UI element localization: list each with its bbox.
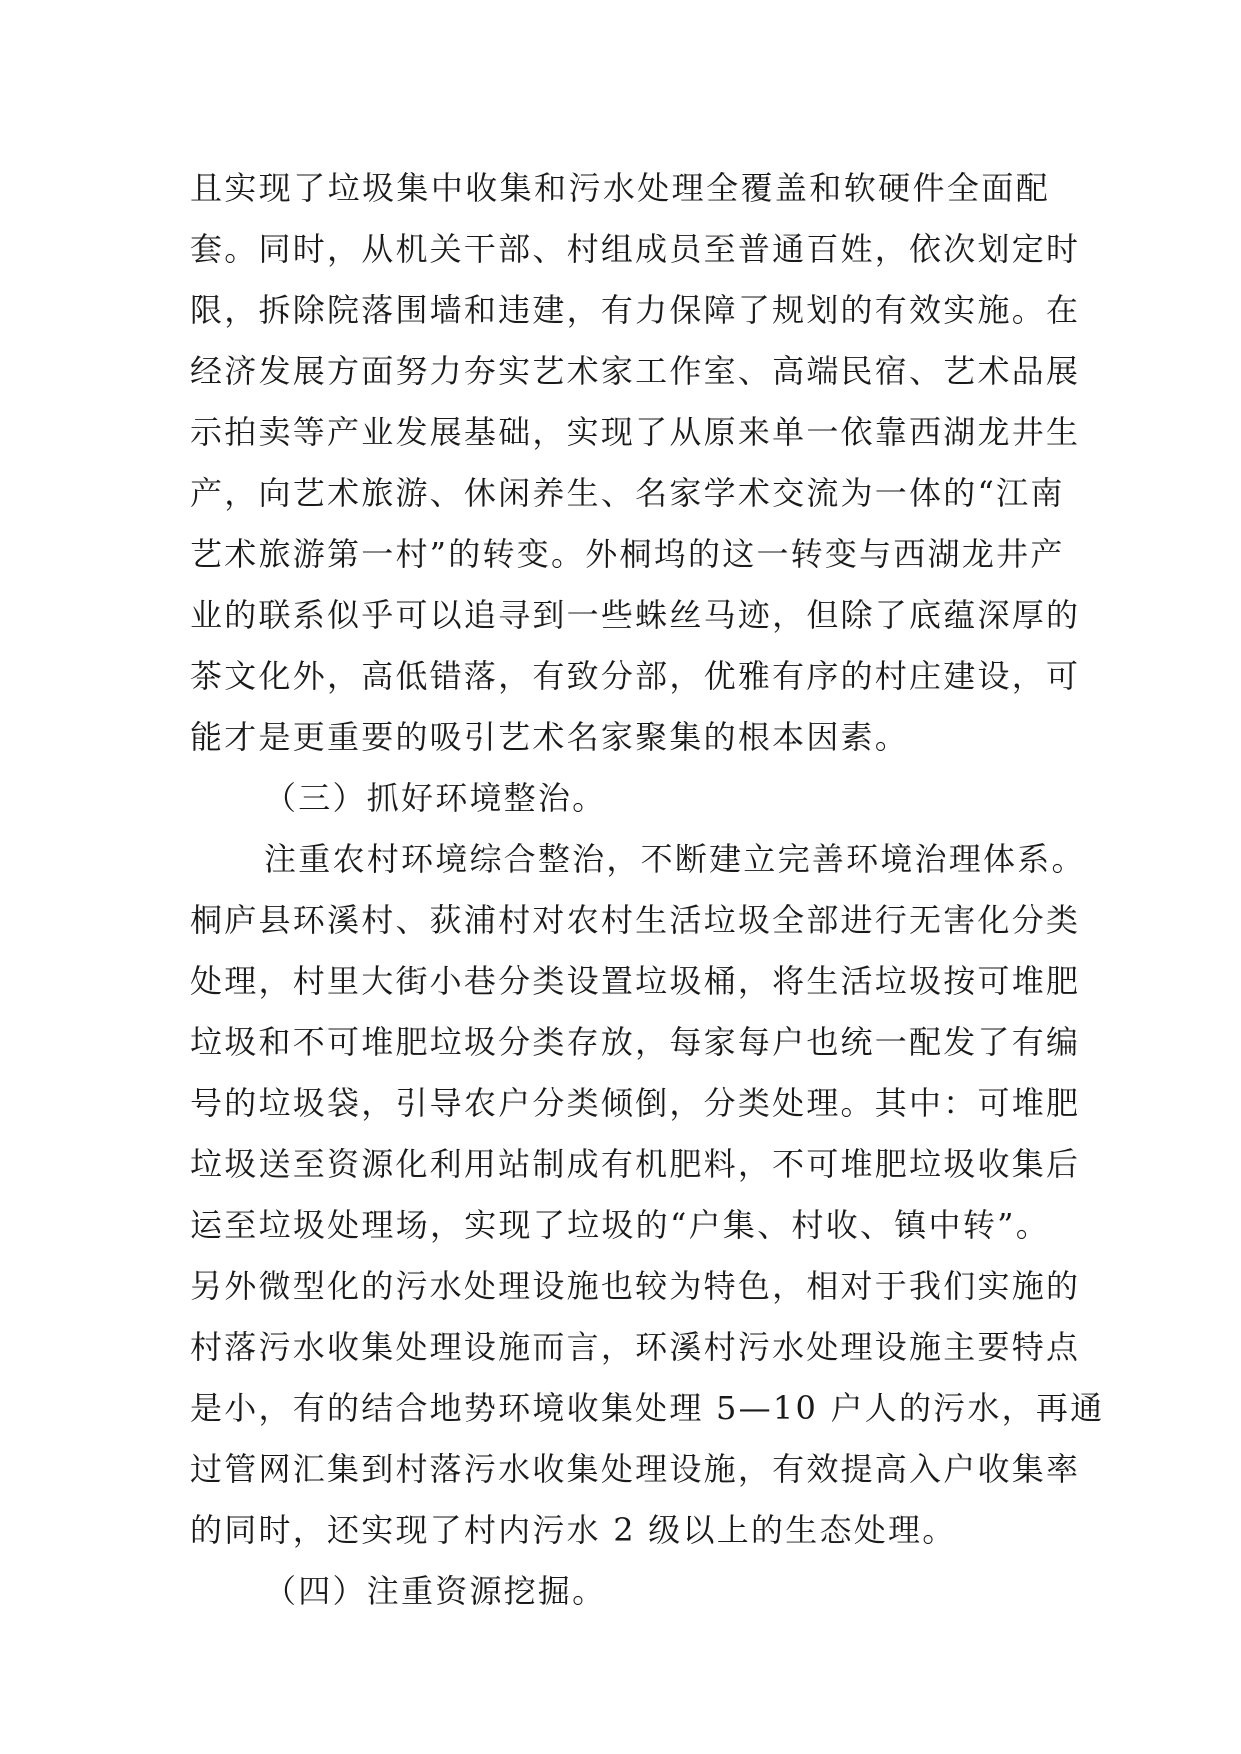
paragraph-line: 艺术旅游第一村”的转变。外桐坞的这一转变与西湖龙井产 [190,535,1065,573]
paragraph-line: 的同时，还实现了村内污水 2 级以上的生态处理。 [190,1511,957,1549]
paragraph-line: 村落污水收集处理设施而言，环溪村污水处理设施主要特点 [190,1328,1081,1366]
paragraph-line: 垃圾和不可堆肥垃圾分类存放，每家每户也统一配发了有编 [190,1023,1081,1061]
section-heading: （四）注重资源挖掘。 [264,1572,607,1610]
paragraph-line: 能才是更重要的吸引艺术名家聚集的根本因素。 [190,718,910,756]
paragraph-line: 垃圾送至资源化利用站制成有机肥料，不可堆肥垃圾收集后 [190,1145,1081,1183]
document-body [190,158,1105,1622]
paragraph-line: 且实现了垃圾集中收集和污水处理全覆盖和软硬件全面配 [190,169,1050,207]
paragraph-line: 桐庐县环溪村、荻浦村对农村生活垃圾全部进行无害化分类 [190,901,1081,939]
paragraph-line: 过管网汇集到村落污水收集处理设施，有效提高入户收集率 [190,1450,1081,1488]
paragraph-line: 处理，村里大街小巷分类设置垃圾桶，将生活垃圾按可堆肥 [190,962,1081,1000]
paragraph-line: 示拍卖等产业发展基础，实现了从原来单一依靠西湖龙井生 [190,413,1081,451]
section-heading: （三）抓好环境整治。 [264,779,607,817]
paragraph-line: 注重农村环境综合整治，不断建立完善环境治理体系。 [264,840,1086,878]
paragraph-line: 套。同时，从机关干部、村组成员至普通百姓，依次划定时 [190,230,1081,268]
paragraph-line: 号的垃圾袋，引导农户分类倾倒，分类处理。其中：可堆肥 [190,1084,1081,1122]
paragraph-line: 另外微型化的污水处理设施也较为特色，相对于我们实施的 [190,1267,1081,1305]
paragraph-line: 经济发展方面努力夯实艺术家工作室、高端民宿、艺术品展 [190,352,1081,390]
paragraph-line: 是小，有的结合地势环境收集处理 5—10 户人的污水，再通 [190,1389,1105,1427]
paragraph-line: 产，向艺术旅游、休闲养生、名家学术交流为一体的“江南 [190,474,1065,512]
paragraph-line: 运至垃圾处理场，实现了垃圾的“户集、村收、镇中转”。 [190,1206,1050,1244]
paragraph-line: 业的联系似乎可以追寻到一些蛛丝马迹，但除了底蕴深厚的 [190,596,1081,634]
paragraph-line: 茶文化外，高低错落，有致分部，优雅有序的村庄建设，可 [190,657,1081,695]
paragraph-line: 限，拆除院落围墙和违建，有力保障了规划的有效实施。在 [190,291,1081,329]
